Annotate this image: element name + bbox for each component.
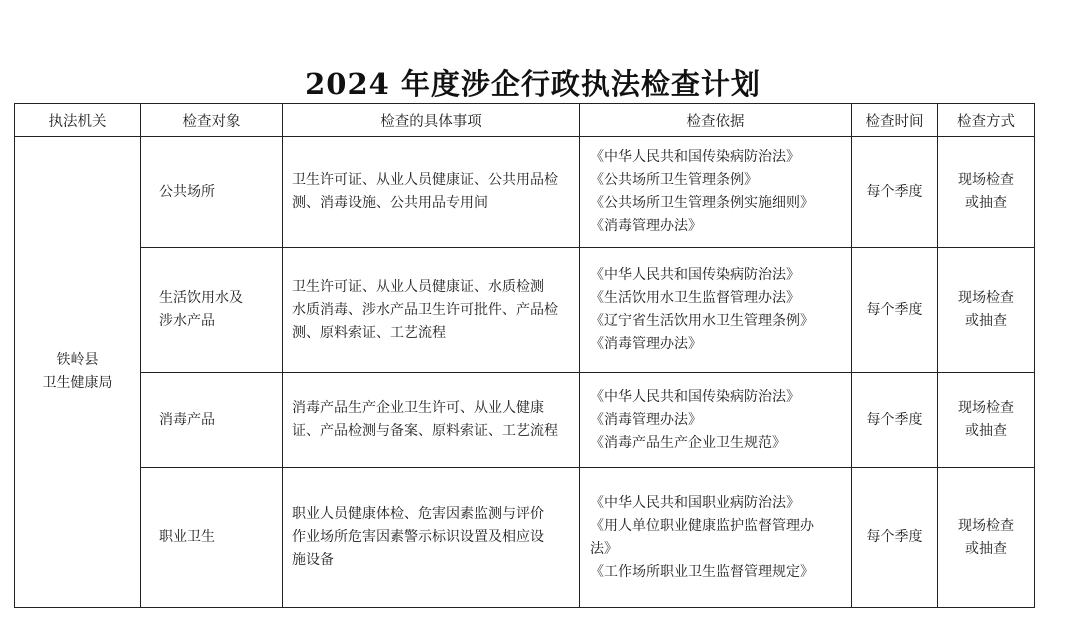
items-line: 卫生许可证、从业人员健康证、公共用品检: [292, 172, 558, 188]
time-cell: 每个季度: [852, 468, 938, 608]
time-cell: 每个季度: [852, 137, 938, 248]
method-line: 或抽查: [965, 423, 1007, 439]
method-cell: [938, 137, 1035, 248]
items-line: 施设备: [292, 552, 334, 568]
method-line: 现场检查: [958, 400, 1014, 416]
time-cell: 每个季度: [852, 373, 938, 468]
object-line: 涉水产品: [159, 313, 215, 329]
method-cell: [938, 468, 1035, 608]
table-row: [15, 137, 1035, 248]
method-line: 现场检查: [958, 290, 1014, 306]
method-cell: [938, 248, 1035, 373]
header-row: [15, 104, 1035, 137]
basis-line: 《中华人民共和国传染病防治法》: [590, 267, 800, 283]
method-line: 现场检查: [958, 517, 1014, 534]
items-line: 卫生许可证、从业人员健康证、水质检测: [292, 278, 544, 295]
items-line: 作业场所危害因素警示标识设置及相应设: [292, 529, 544, 545]
page-title: 2024 年度涉企行政执法检查计划: [305, 67, 761, 101]
items-line: 测、消毒设施、公共用品专用间: [292, 195, 488, 211]
basis-line: 《辽宁省生活饮用水卫生管理条例》: [590, 313, 814, 329]
header-basis: 检查依据: [580, 104, 852, 137]
basis-line: 《消毒管理办法》: [590, 411, 702, 428]
agency-line: 铁岭县: [56, 352, 99, 368]
object-cell: [141, 248, 283, 373]
object-cell: [141, 373, 283, 468]
basis-line: 《公共场所卫生管理条例》: [590, 172, 758, 188]
basis-line: 《消毒管理办法》: [590, 336, 702, 352]
basis-line: 《中华人民共和国传染病防治法》: [590, 388, 800, 405]
object-cell: [141, 468, 283, 608]
object-line: 消毒产品: [159, 411, 215, 428]
items-line: 证、产品检测与备案、原料索证、工艺流程: [292, 423, 558, 439]
method-line: 或抽查: [965, 195, 1007, 211]
agency-line: 卫生健康局: [42, 375, 113, 391]
header-object: 检查对象: [141, 104, 283, 137]
object-line: 公共场所: [159, 183, 215, 200]
basis-line: 《用人单位职业健康监护监督管理办: [590, 517, 814, 534]
basis-cell: [580, 468, 852, 608]
items-line: 水质消毒、涉水产品卫生许可批件、产品检: [292, 301, 558, 318]
method-cell: [938, 373, 1035, 468]
object-line: 生活饮用水及: [159, 290, 243, 306]
basis-cell: [580, 373, 852, 468]
basis-line: 《消毒产品生产企业卫生规范》: [590, 434, 786, 451]
method-line: 或抽查: [965, 540, 1007, 557]
basis-cell: [580, 248, 852, 373]
basis-line: 《生活饮用水卫生监督管理办法》: [590, 290, 800, 306]
header-agency: 执法机关: [15, 104, 141, 137]
inspection-plan-table: [14, 103, 1035, 608]
header-method: 检查方式: [938, 104, 1035, 137]
header-items: 检查的具体事项: [283, 104, 580, 137]
object-line: 职业卫生: [159, 529, 215, 545]
items-cell: [283, 137, 580, 248]
items-line: 测、原料索证、工艺流程: [292, 324, 446, 341]
table-row: [15, 468, 1035, 608]
method-line: 现场检查: [958, 172, 1014, 188]
table-row: [15, 248, 1035, 373]
object-cell: [141, 137, 283, 248]
basis-line: 《消毒管理办法》: [590, 218, 702, 234]
basis-line: 《公共场所卫生管理条例实施细则》: [590, 195, 814, 211]
basis-line: 《中华人民共和国职业病防治法》: [590, 494, 800, 511]
items-line: 消毒产品生产企业卫生许可、从业人健康: [292, 400, 544, 416]
basis-cell: [580, 137, 852, 248]
method-line: 或抽查: [965, 313, 1007, 329]
basis-line: 法》: [590, 540, 618, 557]
basis-line: 《工作场所职业卫生监督管理规定》: [590, 563, 814, 580]
items-line: 职业人员健康体检、危害因素监测与评价: [292, 506, 544, 522]
header-time: 检查时间: [852, 104, 938, 137]
items-cell: [283, 468, 580, 608]
table-row: [15, 373, 1035, 468]
time-cell: 每个季度: [852, 248, 938, 373]
agency-cell: [15, 137, 141, 608]
basis-line: 《中华人民共和国传染病防治法》: [590, 149, 800, 165]
items-cell: [283, 248, 580, 373]
items-cell: [283, 373, 580, 468]
